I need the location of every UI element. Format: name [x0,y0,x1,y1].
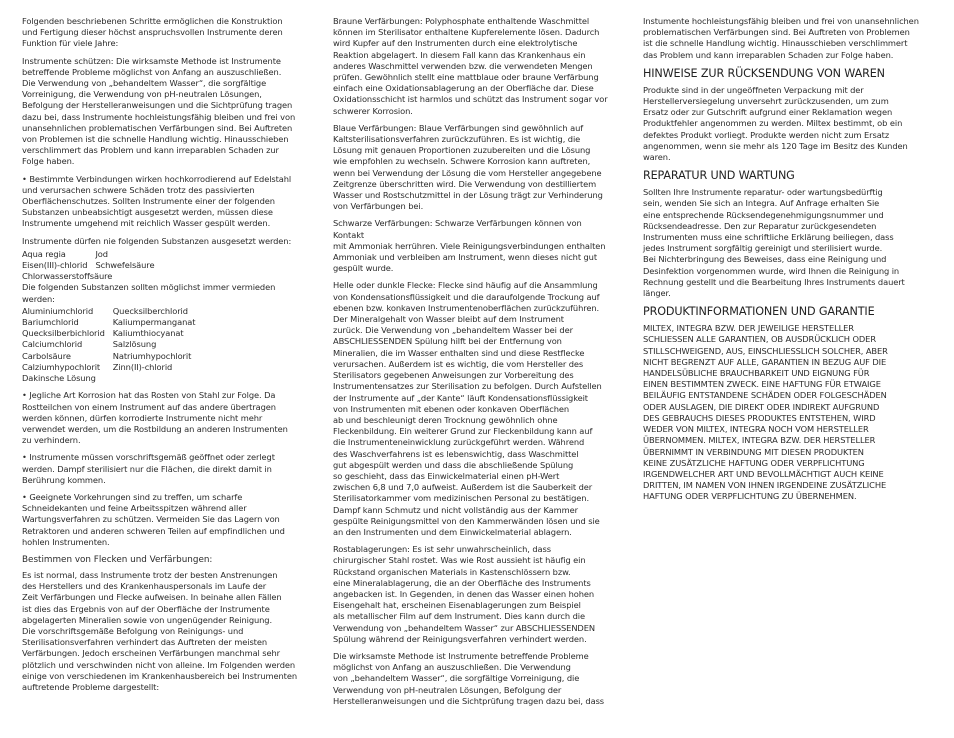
substance-name: Aluminiumchlorid [22,305,94,316]
spots-paragraph: Es ist normal, dass Instrumente trotz der besten Anstrenungen des Herstellers und des Krankenhauspersonals im Laufe der Zeit Verfärbungen und Flecke aufweisen. In beinahe allen Fällen ist dies das Ergebnis von auf der Oberfläche der Instrumente abgelagerten Mineralien sowie von ungenügender Reinigung. Die vorschriftsgemäße Befolgung von Reinigungs- und Sterilisationsverfahren verhindert das Auftreten der meisten Verfärbungen. Jedoch erscheinen Verfärbungen manchmal sehr plötzlich und verschwinden nicht von alleine. Im Folgenden werden einige von verschiedenen im Krankenhausbereich bei Instrumenten auftretende Probleme dargestellt: [22,569,297,692]
light-dark-spots-paragraph: Helle oder dunkle Flecke: Flecke sind häufig auf die Ansammlung von Kondensationsflüssigkeit und die daraufolgende Trockung auf ebenen bzw. konkaven Instrumentenoberflächen zurückzuführen. Der Mineralgehalt von Wasser bleibt auf dem Instrument zurück. Die Verwendung von „behandeltem Wasser bei der ABSCHLIESSENDEN Spülung hilft bei der Entfernung von Mineralien, die im Wasser enthalten sind und diese Restflecke verursachen. Außerdem ist es wichtig, die vom Hersteller des Sterilisators gegebenen Anweisungen zur Vorbereitung des Instrumentensatzes zur Sterilisation zu befolgen. Durch Aufstellen der Instrumente auf „der Kante“ läuft Kondensationsflüssigkeit von Instrumenten mit ebenen oder konkaven Oberflächen ab und beschleunigt deren Trocknung gewöhnlich ohne Fleckenbildung. Ein weiterer Grund zur Fleckenbildung kann auf die Instrumenteneinwicklung zurückgeführt werden. Während des Waschverfahrens ist es lebenswichtig, dass Waschmittel gut abgespült werden und dass die abschließende Spülung so geschieht, dass das Einwickelmaterial einen pH-Wert zwischen 6,8 und 7,0 aufweist. Außerdem ist die Sauberkeit der Sterilisatorkammer vom medizinischen Personal zu bestätigen. Dampf kann Schmutz und nicht vollständig aus der Kammer gespülte Reinigungsmittel von den Kammerwänden lösen und sie an den Instrumenten und dem Einwickelmaterial ablagern. [333,280,602,537]
return-paragraph: Produkte sind in der ungeöffneten Verpackung mit der Herstellerversiegelung unversehrt zurückzusenden, um zum Ersatz oder zur Gutschrift aufgrund einer Reklamation wegen Produktfehler angenommen zu werden. Miltex bestimmt, ob ein defektes Produkt vorliegt. Produkte werden nicht zum Ersatz angenommen, wenn sie mehr als 120 Tage im Besitz des Kunden waren. [643,84,908,163]
repair-heading: REPARATUR UND WARTUNG [643,169,795,183]
substance-row [22,362,195,373]
substance-name: Quecksilberchlorid [112,305,188,316]
rust-bullet: • Jegliche Art Korrosion hat das Rosten von Stahl zur Folge. Da Rostteilchen von einem Instrument auf das andere übertragen werden können, dürfen korrodierte Instrumente nicht mehr verwendet werden, um die Rostbildung an anderen Instrumenten zu verhindern. [22,390,288,446]
substance-row [22,328,195,339]
substance-name: Calziumhypochlorit [22,361,101,372]
substance-name: Chlorwasserstoffsäure [22,271,113,282]
spots-heading: Bestimmen von Flecken und Verfärbungen: [22,554,213,565]
substance-row [22,317,195,328]
avoid-substances-table [22,306,195,373]
substance-name: Calciumchlorid [22,339,83,350]
column-middle [333,16,611,713]
substance-name: Quecksilberbichlorid [22,328,105,339]
substance-row [22,339,195,350]
substance-name: Kaliumthiocyanat [112,328,184,339]
substance-name: Bariumchlorid [22,317,79,328]
substance-name: Schwefelsäure [95,260,155,271]
warranty-paragraph: MILTEX, INTEGRA BZW. DER JEWEILIGE HERSTELLER SCHLIESSEN ALLE GARANTIEN, OB AUSDRÜCKLICH ODER STILLSCHWEIGEND, AUS, EINSCHLIESSLICH SOLCHER, ABER NICHT BEGRENZT AUF ALLE, GARANTIEN IN BEZUG AUF DIE HANDELSÜBLICHE BRAUCHBARKEIT UND EIGNUNG FÜR EINEN BESTIMMTEN ZWECK. EINE HAFTUNG FÜR ETWAIGE BEILÄUFIG ENTSTANDENE SCHÄDEN ODER FOLGESCHÄDEN ODER AUSLAGEN, DIE DIREKT ODER INDIREKT AUFGRUND DES GEBRAUCHS DIESES PRODUKTES ENTSTEHEN, WIRD WEDER VON MILTEX, INTEGRA NOCH VOM HERSTELLER ÜBERNOMMEN. MILTEX, INTEGRA BZW. DER HERSTELLER ÜBERNIMMT IN VERBINDUNG MIT DIESEN PRODUKTEN KEINE ZUSÄTZLICHE HAFTUNG ODER VERPFLICHTUNG IRGENDWELCHER ART UND BEVOLLMÄCHTIGT AUCH KEINE DRITTEN, IM NAMEN VON IHNEN IRGENDEINE ZUSÄTZLICHE HAFTUNG ODER VERPFLICHTUNG ZU ÜBERNEHMEN. [643,323,888,502]
continuation-paragraph: Instumente hochleistungsfähig bleiben und frei von unansehnlichen problematischen Verfärbungen sind. Bei Auftreten von Problemen ist die schnelle Handlung wichtig. Hinausschieben verschlimmert das Problem und kann irreparablen Schaden zur Folge haben. [643,16,919,60]
rust-deposits-paragraph: Rostablagerungen: Es ist sehr unwahrscheinlich, dass chirurgischer Stahl rostet. Was wie Rost aussieht ist häufig ein Rückstand organischen Materials in Kastenschlössern bzw. eine Mineralablagerung, die an der Oberfläche des Instruments angebacken ist. In Gegenden, in denen das Wasser einen hohen Eisengehalt hat, erscheinen Eisenablagerungen zum Beispiel als metallischer Film auf dem Instrument. Dies kann durch die Verwendung von „behandeltem Wasser“ zur ABSCHLIESSENDEN Spülung während der Reinigungsverfahren verhindert werden. [333,544,595,644]
blue-stains-paragraph: Blaue Verfärbungen: Blaue Verfärbungen sind gewöhnlich auf Kaltsterilisationsverfahren zurückzuführen. Es ist wichtig, die Lösung mit genauen Proportionen zuzubereiten und die Lösung wie empfohlen zu wechseln. Schwere Korrosion kann auftreten, wenn bei Verwendung der Lösung die vom Hersteller angegebene Zeitgrenze überschritten wird. Die Verwendung von destilliertem Wasser und Rostschutzmittel in der Lösung trägt zur Verhinderung von Verfärbungen bei. [333,122,603,212]
substance-row [22,249,154,260]
column-right [643,16,923,509]
substance-name: Eisen(III)-chlorid [22,260,88,271]
column-left [22,16,300,699]
return-heading: HINWEISE ZUR RÜCKSENDUNG VON WAREN [643,66,885,80]
substance-name: Carbolsäure [22,350,71,361]
intro-paragraph: Folgenden beschriebenen Schritte ermöglichen die Konstruktion und Fertigung dieser höchst anspruchsvollen Instrumente deren Funktion für viele Jahre: [22,16,283,49]
black-stains-paragraph: Schwarze Verfärbungen: Schwarze Verfärbungen können von Kontakt mit Ammoniak herrühren. Viele Reinigungsverbindungen enthalten Ammoniak und verbleiben am Instrument, wenn dieses nicht gut gespült wurde. [333,218,606,274]
substance-name: Dakinsche Lösung [22,373,96,384]
warranty-heading: PRODUKTINFORMATIONEN UND GARANTIE [643,305,875,319]
substance-row [22,306,195,317]
substance-name: Kaliumpermanganat [112,317,196,328]
substance-row [22,351,195,362]
substance-name: Natriumhypochlorit [112,350,192,361]
protect-edges-bullet: • Geeignete Vorkehrungen sind zu treffen, um scharfe Schneidekanten und feine Arbeitsspitzen während aller Wartungsverfahren zu schützen. Vermeiden Sie das Lagern von Retraktoren und anderen schweren Teilen auf empfindlichen und hohlen Instrumenten. [22,491,285,547]
never-substances-label: Instrumente dürfen nie folgenden Substanzen ausgesetzt werden: [22,235,292,246]
compounds-bullet: • Bestimmte Verbindungen wirken hochkorrodierend auf Edelstahl und verursachen schwere Schäden trotz des passivierten Oberflächenschutzes. Sollten Instrumente einer der folgenden Substanzen unbeabsichtigt ausgesetzt werden, müssen diese Instrumente umgehend mit reichlich Wasser gespült werden. [22,173,292,229]
never-substances-table [22,249,154,271]
substance-name: Aqua regia [22,248,66,259]
protect-instruments-paragraph: Instrumente schützen: Die wirksamste Methode ist Instrumente betreffende Probleme möglichst von Anfang an auszuschließen. Die Verwendung von „behandeltem Wasser“, die sorgfältige Vorreinigung, die Verwendung von pH-neutralen Lösungen, Befolgung der Herstelleranweisungen und die Sichtprüfung tragen dazu bei, dass Instrumente hochleistungsfähig bleiben und frei von unansehnlichen problematischen Verfärbungen sind. Bei Auftreten von Problemen ist die schnelle Handlung wichtig. Hinausschieben verschlimmert das Problem und kann irreparablen Schaden zur Folge haben. [22,55,296,167]
substance-row [22,260,154,271]
brown-stains-paragraph: Braune Verfärbungen: Polyphosphate enthaltende Waschmittel können im Sterilisator enthaltene Kupferelemente lösen. Dadurch wird Kupfer auf den Instrumenten durch eine elektrolytische Reaktion abgelagert. In diesem Fall kann das Krankenhaus ein anderes Waschmittel verwenden bzw. die verwendeten Mengen prüfen. Gewöhnlich stellt eine mattblaue oder braune Verfärbung einfach eine Oxidationsablagerung an der Oberfläche dar. Diese Oxidationsschicht ist harmlos und schützt das Instrument sogar vor schwerer Korrosion. [333,16,608,116]
repair-paragraph: Sollten Ihre Instrumente reparatur- oder wartungsbedürftig sein, wenden Sie sich an Integra. Auf Anfrage erhalten Sie eine entsprechende Rücksendegenehmigungsnummer und Rücksendeadresse. Den zur Reparatur zurückgesendeten Instrumenten muss eine schriftliche Erklärung beiliegen, dass jedes Instrument sorgfältig gereinigt und sterilisiert wurde. Bei Nichterbringung des Beweises, dass eine Reinigung und Desinfektion vorgenommen wurde, wird Ihnen die Reinigung in Rechnung gestellt und die Bearbeitung Ihres Instruments dauert länger. [643,187,905,299]
avoid-substances-label: Die folgenden Substanzen sollten möglichst immer vermieden werden: [22,282,276,304]
substance-name: Salzlösung [112,339,157,350]
substance-name: Zinn(II)-chlorid [112,361,173,372]
open-instruments-bullet: • Instrumente müssen vorschriftsgemäß geöffnet oder zerlegt werden. Dampf sterilisiert nur die Flächen, die direkt damit in Berührung kommen. [22,452,275,485]
substance-name: Jod [95,248,108,259]
method-paragraph: Die wirksamste Methode ist Instrumente betreffende Probleme möglichst von Anfang an auszuschließen. Die Verwendung von „behandeltem Wasser“, die sorgfältige Vorreinigung, die Verwendung von pH-neutralen Lösungen, Befolgung der Herstelleranweisungen und die Sichtprüfung tragen dazu bei, dass [333,650,605,706]
